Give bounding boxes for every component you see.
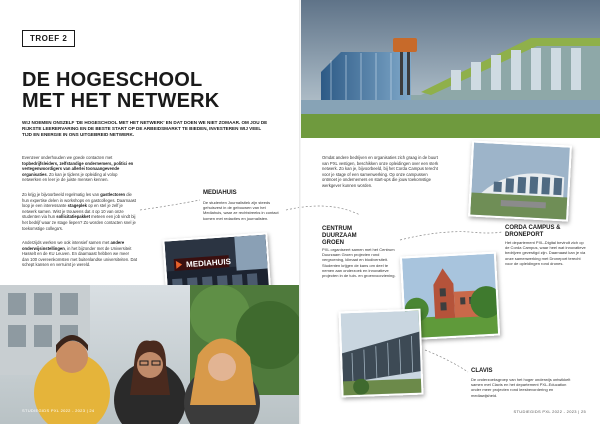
right-intro-paragraph: Omdat andere bedrijven en organisaties zich graag in de buurt van PXL vestigen, beschikken onze opleidingen over een sterk netwerk. Zo kan je, bijvoorbeeld, bij het Corda Campus terecht voor je stage of een samenwerking. Op onze campussen ontmoet je ondernemers en start-ups die jouw toekomstige werkgever kunnen worden. <box>322 155 439 188</box>
title-line-1: DE HOGESCHOOL <box>22 69 203 91</box>
students-illustration <box>0 285 300 424</box>
campus-building-illustration <box>301 0 600 138</box>
connector-clavis <box>425 350 468 372</box>
body-paragraph-3: Anderzijds werken we ook intensief samen met andere onderwijsinstellingen, in het bijzonder met de Universiteit Hasselt en de KU Leuven. En daarnaast hebben we meer dan 100 overeenkomsten met buitenlandse universiteiten. Dat schept kansen en verruimt je wereld. <box>22 240 137 268</box>
corda-campus-photo <box>468 140 572 221</box>
footer-left: STUDIEGIDS PXL 2022 - 2023 | 24 <box>22 408 95 413</box>
page-title <box>22 70 262 112</box>
mediahuis-text: De studenten Journalistiek zijn steeds gehuisvest in de gebouwen van het Mediahuis, waar ze rechtstreeks in contact komen met redacties en journalisten. <box>203 200 279 221</box>
body-paragraph-2: Zo krijg je bijvoorbeeld regelmatig les van gastlectoren die hun expertise delen in workshops en gastcolleges. Daarnaast loop je een interessante stageplek op en stel je zelf je netwerk samen. Wist je trouwens dat 4 op 10 van onze studenten via hun sollicitatiepakket meteen een job vindt bij het bedrijf waar ze stage liepen? Zo worden contacten snel je toekomstige collega's. <box>22 192 137 231</box>
clavis-building-illustration <box>341 311 424 398</box>
connector-mediahuis <box>140 200 200 210</box>
connector-corda <box>400 232 502 240</box>
clavis-title: CLAVIS <box>471 368 493 374</box>
footer-right: STUDIEGIDS PXL 2022 - 2023 | 25 <box>513 409 586 414</box>
centrum-duurzaam-groen-text: PXL organiseert samen met het Centrum Duurzaam Groen projecten rond vergroening, klimaat en biodiversiteit. Studenten krijgen de kans om deel te nemen aan onderzoek en innovatieve projecten in de tuin- en groenvoorziening. <box>322 247 396 279</box>
body-paragraph-1: Evenzeer onderhouden we goede contacten met topbedrijfsleiders, zelfstandige ondernemers, politici en vertegenwoordigers van allerlei toonaangevende organisaties. Zo kan je tijdens je opleiding al volop netwerken en leer je de juiste mensen kennen. <box>22 155 134 183</box>
mediahuis-title: MEDIAHUIS <box>203 190 237 196</box>
section-badge: TROEF 2 <box>22 30 75 47</box>
campus-building-photo <box>301 0 600 138</box>
title-line-2: MET HET NETWERK <box>22 90 220 112</box>
mediahuis-sign: MEDIAHUIS <box>185 257 232 270</box>
centrum-duurzaam-groen-title: CENTRUM DUURZAAM GROEN <box>322 226 357 246</box>
students-photo <box>0 285 300 424</box>
connector-center <box>286 206 360 215</box>
corda-campus-text: Het departement PXL-Digital bevindt zich op de Corda Campus, waar heel wat innovatieve bedrijven gevestigd zijn. Daarnaast kan je via onze samenwerking met Droneport terecht voor de opleidingen rond drones. <box>505 240 586 266</box>
corda-campus-title: CORDA CAMPUS & DRONEPORT <box>505 225 561 238</box>
lead-paragraph: WIJ NOEMEN ONSZELF 'DE HOGESCHOOL MET HET NETWERK' EN DAT DOEN WE NIET ZOMAAR. OM JOU DE RIJKSTE LEERERVARING EN DE BESTE START OP DE ARBEIDSMARKT TE BIEDEN, INVESTEREN WIJ VEEL TIJD EN ENERGIE IN ONS UITGEBREID NETWERK. <box>22 120 268 137</box>
clavis-photo <box>339 309 424 398</box>
page-gutter <box>299 0 301 424</box>
clavis-text: De onderzoeksgroep van het hoger onderwijs ontwikkelt samen met Clavis en het departement PXL-Education onder meer projecten rond leesbevordering en mediawijsheid. <box>471 377 571 398</box>
corda-building-illustration <box>470 143 572 222</box>
